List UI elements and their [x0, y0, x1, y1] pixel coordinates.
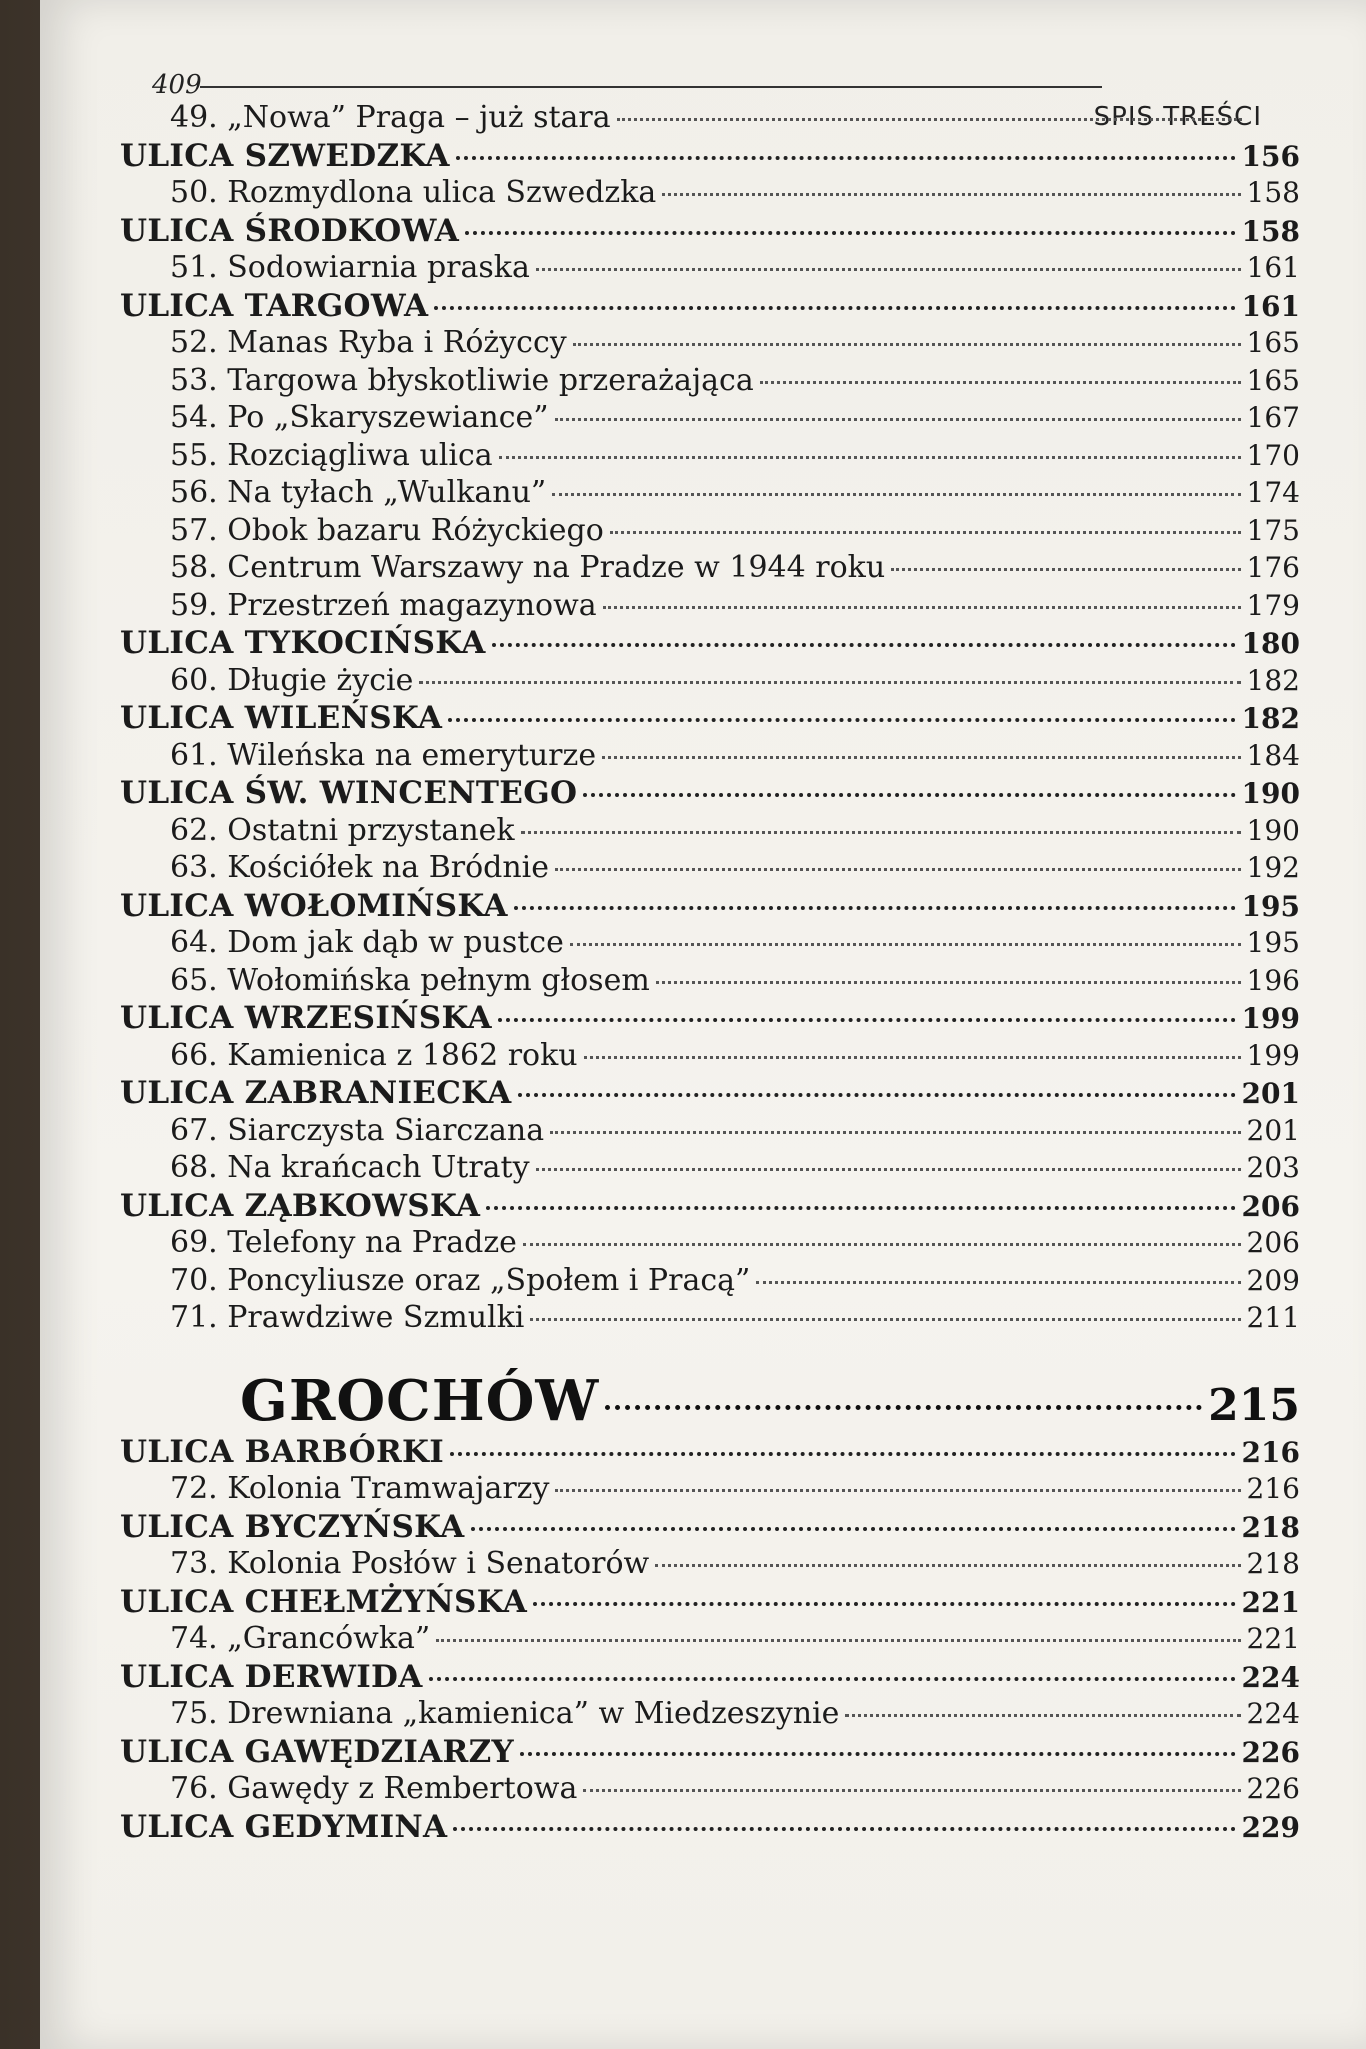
toc-street-row	[120, 1584, 1300, 1622]
toc-chapter-row	[120, 513, 1300, 551]
part-title: GROCHÓW	[240, 1367, 600, 1434]
toc-page-number: 221	[1246, 1622, 1300, 1655]
leader-dots	[471, 1527, 1236, 1531]
toc-page-number: 158	[1241, 214, 1300, 248]
toc-entry-title: 49. „Nowa” Praga – już stara	[170, 100, 611, 135]
toc-street-row	[120, 288, 1300, 326]
toc-chapter-row	[120, 813, 1300, 851]
toc-chapter-row	[120, 1546, 1300, 1584]
leader-dots	[550, 1131, 1240, 1134]
toc-page-number: 206	[1241, 1189, 1300, 1223]
leader-dots	[518, 1093, 1236, 1097]
toc-street-row	[120, 700, 1300, 738]
toc-street-row	[120, 1734, 1300, 1772]
toc-chapter-row	[120, 438, 1300, 476]
toc-page-number: 161	[1246, 251, 1300, 284]
leader-dots	[656, 981, 1241, 984]
toc-chapter-row	[120, 1471, 1300, 1509]
toc-chapter-row	[120, 550, 1300, 588]
toc-chapter-row	[120, 925, 1300, 963]
toc-entry-title: 51. Sodowiarnia praska	[170, 250, 530, 285]
toc-entry-title: ULICA BARBÓRKI	[120, 1433, 445, 1470]
table-of-contents	[120, 100, 1300, 1846]
toc-chapter-row	[120, 363, 1300, 401]
leader-dots	[492, 643, 1236, 647]
toc-page-number: 170	[1246, 438, 1300, 472]
toc-page-number: 218	[1241, 1510, 1300, 1544]
toc-entry-title: ULICA ZĄBKOWSKA	[120, 1187, 481, 1224]
leader-dots	[570, 943, 1241, 946]
leader-dots	[434, 306, 1235, 310]
toc-page-number: 161	[1241, 289, 1300, 323]
toc-chapter-row	[120, 738, 1300, 776]
toc-page-number: 221	[1241, 1585, 1300, 1619]
toc-page-number: 165	[1246, 363, 1300, 397]
toc-page-number: 179	[1246, 588, 1300, 622]
toc-entry-title: ULICA TYKOCIŃSKA	[120, 625, 486, 661]
toc-entry-title: ULICA GEDYMINA	[120, 1808, 448, 1845]
toc-page-number: 226	[1246, 1772, 1300, 1805]
toc-entry-title: 61. Wileńska na emeryturze	[170, 737, 597, 773]
toc-page-number: 190	[1241, 777, 1300, 810]
toc-entry-title: ULICA ZABRANIECKA	[120, 1075, 512, 1111]
toc-page-number: 199	[1246, 1038, 1300, 1072]
leader-dots	[655, 1564, 1240, 1567]
leader-dots	[436, 1639, 1240, 1642]
toc-entry-title: 64. Dom jak dąb w pustce	[170, 925, 564, 960]
toc-entry-title: 72. Kolonia Tramwajarzy	[170, 1471, 550, 1506]
toc-chapter-row	[120, 663, 1300, 701]
toc-page-number: 224	[1246, 1697, 1300, 1730]
page-number: 409	[152, 70, 202, 100]
toc-page-number: 216	[1246, 1472, 1300, 1505]
leader-dots	[891, 568, 1240, 571]
toc-page-number: 195	[1241, 889, 1300, 923]
toc-chapter-row	[120, 1771, 1300, 1809]
toc-entry-title: ULICA CHEŁMŻYŃSKA	[120, 1583, 528, 1620]
toc-entry-title: 53. Targowa błyskotliwie przerażająca	[170, 362, 754, 398]
toc-entry-title: 56. Na tyłach „Wulkanu”	[170, 475, 547, 510]
toc-street-row	[120, 213, 1300, 251]
leader-dots	[610, 531, 1241, 534]
leader-dots	[523, 1243, 1241, 1246]
toc-page-number: 184	[1246, 738, 1300, 772]
leader-dots	[533, 1602, 1235, 1606]
leader-dots	[552, 493, 1240, 496]
toc-chapter-row	[120, 963, 1300, 1001]
toc-street-row	[120, 1000, 1300, 1038]
toc-street-row	[120, 1809, 1300, 1847]
leader-dots	[573, 343, 1241, 346]
toc-page-number: 175	[1246, 513, 1300, 547]
toc-entry-title: 54. Po „Skaryszewiance”	[170, 400, 549, 435]
leader-dots	[555, 1489, 1240, 1492]
toc-entry-title: 69. Telefony na Pradze	[170, 1225, 517, 1260]
toc-entry-title: 59. Przestrzeń magazynowa	[170, 587, 597, 623]
toc-entry-title: ULICA WRZESIŃSKA	[120, 1000, 492, 1036]
toc-street-row	[120, 1075, 1300, 1113]
toc-entry-title: 58. Centrum Warszawy na Pradze w 1944 roku	[170, 550, 886, 585]
toc-entry-title: ULICA ŚW. WINCENTEGO	[120, 775, 578, 811]
toc-entry-title: 67. Siarczysta Siarczana	[170, 1112, 545, 1148]
toc-page-number: 211	[1246, 1301, 1300, 1334]
toc-chapter-row	[120, 1263, 1300, 1301]
toc-page-number: 196	[1246, 963, 1300, 997]
toc-page-number: 203	[1246, 1151, 1300, 1184]
leader-dots	[499, 456, 1241, 459]
toc-entry-title: ULICA WILEŃSKA	[120, 700, 443, 736]
toc-entry-title: 73. Kolonia Posłów i Senatorów	[170, 1546, 650, 1581]
toc-chapter-row	[120, 588, 1300, 626]
leader-dots	[603, 606, 1241, 609]
toc-chapter-row	[120, 325, 1300, 363]
toc-entry-title: 66. Kamienica z 1862 roku	[170, 1037, 578, 1073]
toc-entry-title: ULICA WOŁOMIŃSKA	[120, 887, 508, 924]
leader-dots	[760, 381, 1241, 384]
toc-chapter-row	[120, 100, 1300, 138]
toc-page-number: 176	[1246, 551, 1300, 584]
toc-page-number: 156	[1241, 139, 1300, 173]
toc-page-number: 165	[1246, 326, 1300, 359]
toc-entry-title: 50. Rozmydlona ulica Szwedzka	[170, 175, 657, 210]
toc-page-number: 218	[1246, 1547, 1300, 1580]
leader-dots	[756, 1281, 1240, 1284]
toc-chapter-row	[120, 1696, 1300, 1734]
toc-page-number: 216	[1241, 1435, 1300, 1469]
leader-dots	[617, 118, 1242, 121]
leader-dots	[605, 1405, 1202, 1410]
toc-page-number: 195	[1246, 926, 1300, 959]
leader-dots	[555, 868, 1241, 871]
toc-entry-title: ULICA ŚRODKOWA	[120, 212, 460, 249]
toc-entry-title: 75. Drewniana „kamienica” w Miedzeszynie	[170, 1696, 840, 1731]
toc-chapter-row	[120, 850, 1300, 888]
toc-street-row	[120, 1434, 1300, 1472]
toc-street-row	[120, 888, 1300, 926]
toc-page-number: 226	[1241, 1735, 1300, 1769]
toc-chapter-row	[120, 400, 1300, 438]
leader-dots	[584, 1056, 1241, 1059]
leader-dots	[453, 1827, 1235, 1831]
leader-dots	[602, 756, 1240, 759]
toc-entry-title: 52. Manas Ryba i Różyccy	[170, 325, 567, 360]
toc-chapter-row	[120, 1225, 1300, 1263]
leader-dots	[448, 718, 1235, 722]
toc-entry-title: 60. Długie życie	[170, 662, 414, 698]
leader-dots	[486, 1206, 1235, 1210]
toc-page-number: 174	[1246, 476, 1300, 509]
toc-entry-title: 57. Obok bazaru Różyckiego	[170, 512, 604, 548]
leader-dots	[419, 681, 1240, 684]
toc-street-row	[120, 138, 1300, 176]
toc-entry-title: 71. Prawdziwe Szmulki	[170, 1300, 525, 1335]
toc-page-number: 167	[1246, 401, 1300, 434]
toc-entry-title: ULICA BYCZYŃSKA	[120, 1508, 465, 1545]
toc-page-number: 206	[1246, 1226, 1300, 1259]
toc-chapter-row	[120, 475, 1300, 513]
toc-street-row	[120, 1659, 1300, 1697]
book-page	[40, 0, 1366, 2049]
toc-entry-title: ULICA DERWIDA	[120, 1658, 423, 1695]
toc-page-number: 190	[1246, 813, 1300, 847]
toc-entry-title: ULICA GAWĘDZIARZY	[120, 1733, 514, 1770]
toc-entry-title: ULICA SZWEDZKA	[120, 137, 450, 174]
toc-page-number: 199	[1241, 1002, 1300, 1035]
toc-entry-title: 55. Rozciągliwa ulica	[170, 437, 493, 473]
toc-list-grochow	[120, 1434, 1300, 1847]
leader-dots	[536, 268, 1241, 271]
toc-chapter-row	[120, 1038, 1300, 1076]
toc-page-number: 209	[1246, 1263, 1300, 1297]
leader-dots	[583, 793, 1235, 797]
leader-dots	[530, 1318, 1240, 1321]
toc-page-number: 201	[1246, 1113, 1300, 1147]
toc-page-number: 182	[1241, 702, 1300, 735]
toc-chapter-row	[120, 175, 1300, 213]
toc-entry-title: ULICA TARGOWA	[120, 287, 429, 324]
toc-entry-title: 63. Kościółek na Bródnie	[170, 850, 550, 885]
leader-dots	[521, 831, 1241, 834]
toc-chapter-row	[120, 1621, 1300, 1659]
toc-street-row	[120, 775, 1300, 813]
toc-page-number: 180	[1241, 627, 1300, 660]
leader-dots	[514, 906, 1236, 910]
toc-page-number: 201	[1241, 1077, 1300, 1110]
toc-street-row	[120, 625, 1300, 663]
leader-dots	[536, 1168, 1241, 1171]
leader-dots	[845, 1714, 1240, 1717]
leader-dots	[583, 1789, 1240, 1792]
toc-chapter-row	[120, 1113, 1300, 1151]
leader-dots	[520, 1752, 1236, 1756]
header-rule	[200, 86, 1102, 88]
toc-street-row	[120, 1509, 1300, 1547]
toc-page-number: 229	[1241, 1810, 1300, 1844]
toc-list	[120, 100, 1300, 1338]
toc-entry-title: 76. Gawędy z Rembertowa	[170, 1771, 578, 1806]
toc-chapter-row	[120, 1150, 1300, 1188]
toc-entry-title: 65. Wołomińska pełnym głosem	[170, 962, 650, 998]
toc-entry-title: 74. „Grancówka”	[170, 1621, 431, 1656]
toc-chapter-row	[120, 250, 1300, 288]
toc-page-number: 182	[1246, 663, 1300, 697]
toc-page-number: 192	[1246, 851, 1300, 884]
leader-dots	[429, 1677, 1236, 1681]
toc-street-row	[120, 1188, 1300, 1226]
part-page-number: 215	[1208, 1379, 1300, 1431]
leader-dots	[498, 1018, 1236, 1022]
running-title: SPIS TREŚCI	[1093, 102, 1262, 132]
toc-entry-title: 70. Poncyliusze oraz „Społem i Pracą”	[170, 1262, 751, 1298]
toc-chapter-row	[120, 1300, 1300, 1338]
toc-page-number: 158	[1246, 176, 1300, 209]
part-heading-row	[120, 1368, 1300, 1434]
leader-dots	[456, 156, 1236, 160]
toc-page-number: 224	[1241, 1660, 1300, 1694]
leader-dots	[555, 418, 1241, 421]
leader-dots	[465, 231, 1235, 235]
leader-dots	[662, 193, 1240, 196]
leader-dots	[450, 1452, 1235, 1456]
toc-entry-title: 62. Ostatni przystanek	[170, 812, 515, 848]
toc-entry-title: 68. Na krańcach Utraty	[170, 1150, 530, 1185]
